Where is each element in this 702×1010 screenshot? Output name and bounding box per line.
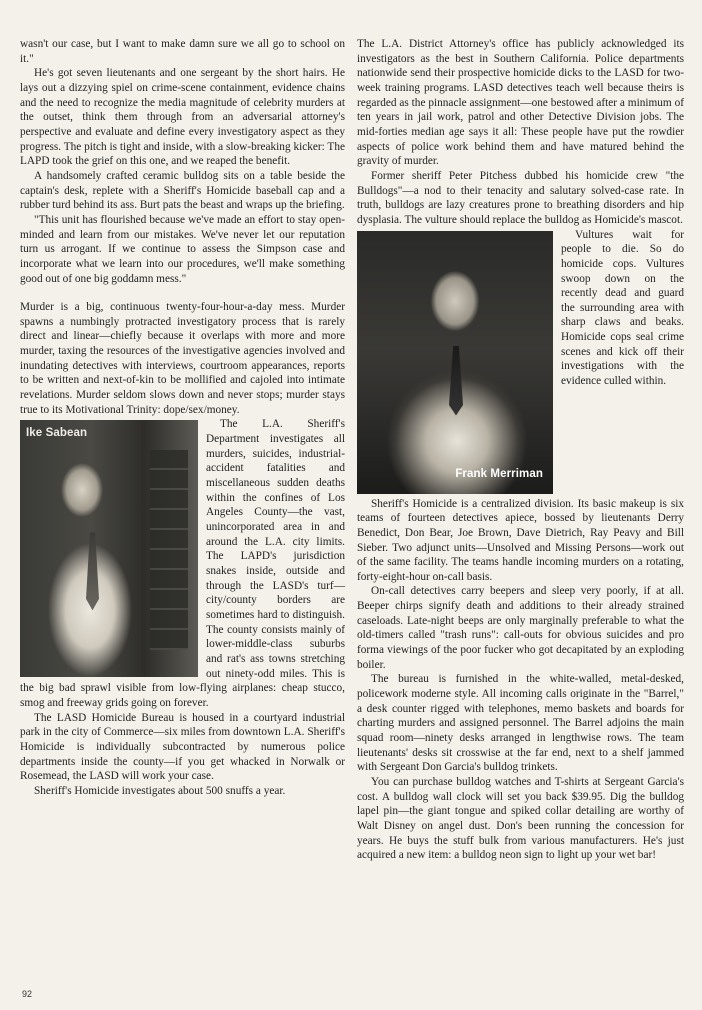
paragraph: Vultures wait for people to die. So do homicide cops. Vultures swoop down on the recently dead and guard the surrounding area with sharp claws and beaks. Homicide cops seal crime scenes and kick off their investigations with the evidence culled within. — [561, 228, 684, 388]
paragraph: He's got seven lieutenants and one sergeant by the short hairs. He lays out a dizzying spiel on crime-scene containment, evidence chains and the need to recognize the media magnitude of celebrity murders at the outset, think them through from an adversarial attorney's perspective and evaluate and define every investigatory aspect as they progress. The pitch is tight and inside, with a slow-breaking kicker: The LAPD took the grief on this one, and we reaped the benefit. — [20, 67, 345, 168]
right-column — [357, 37, 684, 863]
paragraph: You can purchase bulldog watches and T-shirts at Sergeant Garcia's cost. A bulldog wall clock will set you back $39.95. Dig the bulldog lapel pin—the giant tongue and spiked collar detailing are worthy of Walt Disney on angel dust. Don's been running the concession for years. He buys the stuff bulk from various manufacturers. He's just acquired a new item: a bulldog neon sign to light up your wet bar! — [357, 776, 684, 862]
left-column — [20, 37, 345, 798]
paragraph: Former sheriff Peter Pitchess dubbed his homicide crew "the Bulldogs"—a nod to their tenacity and salutary solved-case rate. In truth, bulldogs are lazy creatures prone to breathing disorders and hip dysplasia. The vulture should replace the bulldog as Homicide's mascot. — [357, 169, 684, 226]
paragraph: A handsomely crafted ceramic bulldog sits on a table beside the captain's desk, replete with a Sheriff's Homicide baseball cap and a rubber turd behind its ass. Burt pats the beast and wraps up the briefing. — [20, 169, 345, 212]
paragraph: Sheriff's Homicide is a centralized division. Its basic makeup is six teams of fourteen detectives apiece, bossed by lieutenants Derry Benedict, Don Bear, Joe Brown, Dave Dietrich, Ray Peavy and Bill Sieber. Two adjunct units—Unsolved and Missing Persons—work out of the same facility. The teams handle incoming murders on a rotating, forty-eight-hour on-call basis. — [357, 497, 684, 583]
photo-tie — [86, 532, 99, 610]
paragraph: The bureau is furnished in the white-walled, metal-desked, policework moderne style. All incoming calls originate in the "Barrel," a desk counter rigged with telephones, memo baskets and boards for charting murders and assigned personnel. The Barrel adjoins the main squad room—ninety desks arranged in lengthwise rows. The team lieutenants' desks sit crosswise at the far end, next to a shelf jammed with Sergeant Don Garcia's bulldog trinkets. — [357, 673, 684, 774]
paragraph: The L.A. Sheriff's Department investigates all murders, suicides, industrial-accident fatalities and miscellaneous sudden deaths within the confines of Los Angeles County—the vast, unincorporated area in and around the L.A. city limits. The LAPD's jurisdiction snakes inside, outside and through the LASD's turf—city/county borders are sometimes hard to distinguish. The county consists mainly of lower-middle-class suburbs and rat's ass towns stretching out ninety-odd miles. This is the big bad sprawl visible from low-flying airplanes: cheap stucco, smog and freeway grids going on forever. — [20, 418, 345, 709]
paragraph: The L.A. District Attorney's office has publicly acknowledged its investigators as the best in Southern California. Police departments nationwide send their prospective homicide dicks to the LASD for two-week training programs. LASD detectives teach well because theirs is regarded as the pinnacle assignment—one bestowed after a minimum of ten years in jail work, patrol and other Detective Division jobs. The mid-forties median age says it all: These people have put the rowdier aspects of police work behind them and have matured behind the gravity of murder. — [357, 38, 684, 168]
paragraph: "This unit has flourished because we've made an effort to stay open-minded and learn from our mistakes. We've never let our reputation turn us arrogant. If we continue to assess the Simpson case and incorporate what we learn into our procedures, we'll make something good out of one big goddamn mess." — [20, 213, 345, 285]
paragraph: The LASD Homicide Bureau is housed in a courtyard industrial park in the city of Commerce—six miles from downtown L.A. Sheriff's Homicide is individually subcontracted by numerous police departments inside the county—if you get whacked in Norwalk or Rosemead, the LASD will work your case. — [20, 711, 345, 783]
photo-tie — [449, 346, 463, 416]
photo-background-door — [150, 450, 188, 650]
photo-frank-merriman — [357, 231, 553, 494]
paragraph: wasn't our case, but I want to make damn sure we all go to school on it." — [20, 38, 345, 65]
paragraph: Sheriff's Homicide investigates about 500 snuffs a year. — [34, 784, 286, 797]
photo-caption: Ike Sabean — [26, 427, 88, 440]
photo-caption: Frank Merriman — [455, 467, 543, 480]
paragraph: On-call detectives carry beepers and sleep very poorly, if at all. Beeper chirps signify death and additions to their already strained caseloads. Late-night beeps are only marginally preferable to what the old-timers called "trash runs": call-outs for obvious suicides and pro forma viewings of the poor fucker who got decapitated by an exploding boiler. — [357, 585, 684, 671]
section-opening-paragraph: Murder is a big, continuous twenty-four-hour-a-day mess. Murder spawns a numbingly protracted investigatory process that is rarely direct and linear—chiefly because it overlaps with more and more murder, taxing the resources of the investigative agencies involved and inundating detectives with interviews, courtroom appearances, reports to be written and next-of-kin to be mollified and cajoled into intimate revelations. Murder seldom slows down and never stops; murder stays true to its Motivational Trinity: dope/sex/money. — [20, 301, 345, 416]
page-number: 92 — [22, 989, 33, 999]
photo-ike-sabean — [20, 420, 198, 677]
